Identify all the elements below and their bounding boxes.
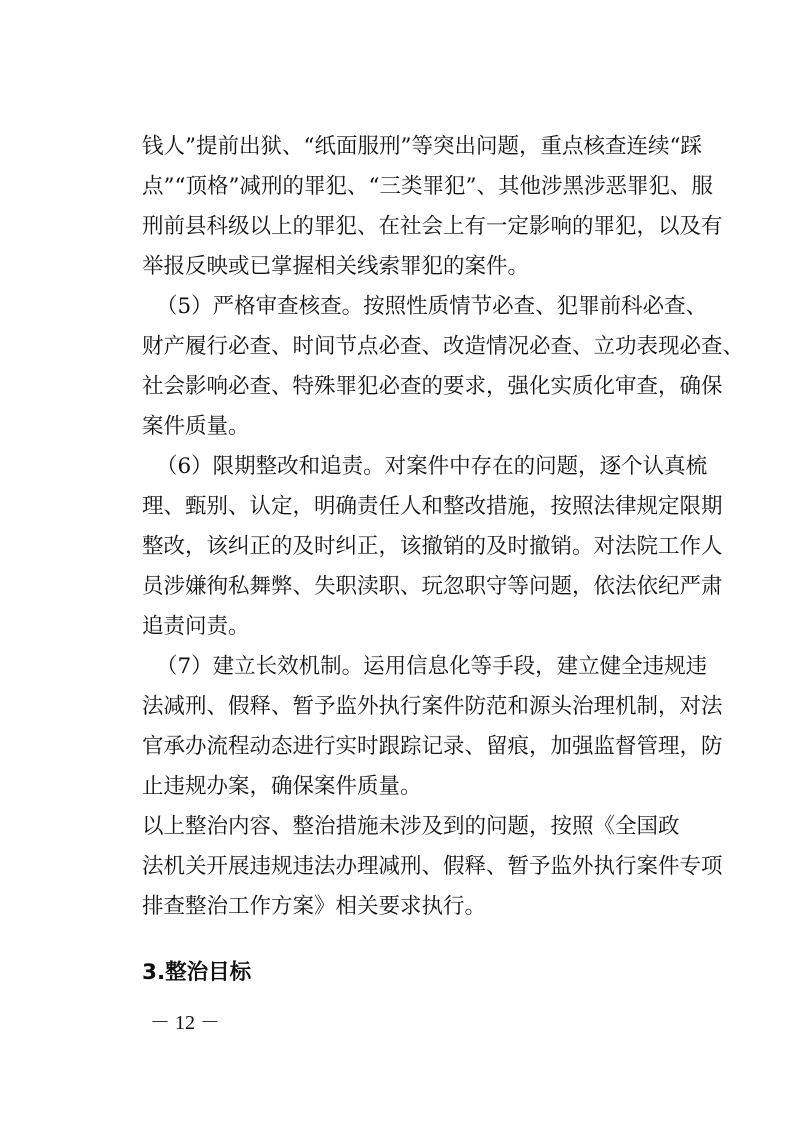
paragraph-line: 举报反映或已掌握相关线索罪犯的案件。 <box>142 254 530 279</box>
paragraph-3 <box>142 447 723 647</box>
paragraph-line: 官承办流程动态进行实时跟踪记录、留痕，加强监督管理，防 <box>142 734 723 759</box>
paragraph-line: 理、甄别、认定，明确责任人和整改措施，按照法律规定限期 <box>142 494 723 519</box>
paragraph-line: （6）限期整改和追责。对案件中存在的问题，逐个认真梳 <box>156 454 708 479</box>
paragraph-2 <box>142 287 745 447</box>
paragraph-4 <box>142 647 723 807</box>
paragraph-line: 社会影响必查、特殊罪犯必查的要求，强化实质化审查，确保 <box>142 374 723 399</box>
paragraph-line: 钱人”提前出狱、“纸面服刑”等突出问题，重点核查连续“踩 <box>142 134 702 159</box>
paragraph-line: 排查整治工作方案》相关要求执行。 <box>142 894 487 919</box>
paragraph-line: 整改，该纠正的及时纠正，该撤销的及时撤销。对法院工作人 <box>142 534 723 559</box>
paragraph-line: 法减刑、假释、暂予监外执行案件防范和源头治理机制，对法 <box>142 694 723 719</box>
paragraph-5 <box>142 807 723 927</box>
paragraph-line: 点”“顶格”减刑的罪犯、“三类罪犯”、其他涉黑涉恶罪犯、服 <box>142 174 713 199</box>
paragraph-line: （7）建立长效机制。运用信息化等手段，建立健全违规违 <box>156 654 708 679</box>
paragraph-line: 刑前县科级以上的罪犯、在社会上有一定影响的罪犯，以及有 <box>142 214 723 239</box>
body-text <box>142 127 745 927</box>
paragraph-line: 法机关开展违规违法办理减刑、假释、暂予监外执行案件专项 <box>142 854 723 879</box>
paragraph-line: 追责问责。 <box>142 614 250 639</box>
paragraph-1 <box>142 127 723 287</box>
paragraph-line: 员涉嫌徇私舞弊、失职渎职、玩忽职守等问题，依法依纪严肃 <box>142 574 723 599</box>
paragraph-line: （5）严格审查核查。按照性质情节必查、犯罪前科必查、 <box>156 294 708 319</box>
paragraph-line: 财产履行必查、时间节点必查、改造情况必查、立功表现必查、 <box>142 334 745 359</box>
section-heading: 3.整治目标 <box>142 960 252 985</box>
paragraph-line: 以上整治内容、整治措施未涉及到的问题，按照《全国政 <box>142 814 680 839</box>
paragraph-line: 止违规办案，确保案件质量。 <box>142 774 422 799</box>
page-number: － 12 － <box>150 1012 220 1034</box>
paragraph-line: 案件质量。 <box>142 414 250 439</box>
